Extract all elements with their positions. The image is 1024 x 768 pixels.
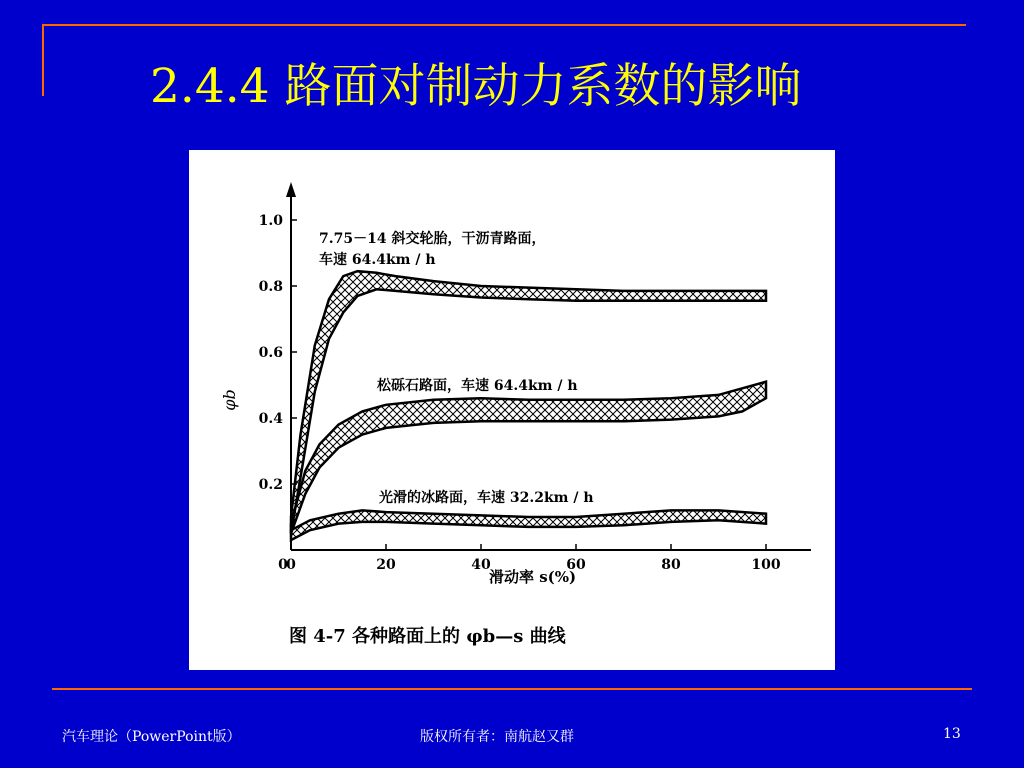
x-tick-label: 60 [566,557,586,573]
series-3-band [291,510,766,540]
y-tick-label: 0.8 [258,279,283,295]
x-tick-label: 80 [661,557,681,573]
left-rule [42,24,44,96]
y-tick-label: 1.0 [258,213,283,229]
x-tick-label: 40 [471,557,491,573]
origin-label: 0 [278,557,288,573]
x-tick-label: 100 [751,557,781,573]
slide-title: 2.4.4 路面对制动力系数的影响 [150,59,802,114]
figure-caption: 图 4-7 各种路面上的 φb—s 曲线 [289,626,566,647]
chart-svg [189,150,835,670]
chart-figure [189,150,835,670]
bottom-rule [52,688,972,690]
series-1-label-line1: 7.75－14 斜交轮胎，干沥青路面， [319,231,546,247]
y-tick-label: 0.4 [258,411,283,427]
x-axis-label: 滑动率 s(%) [489,568,577,586]
series-2-label: 松砾石路面，车速 64.4km / h [377,378,578,394]
page-number: 13 [943,726,961,742]
x-tick-label: 20 [376,557,396,573]
series-3-label: 光滑的冰路面，车速 32.2km / h [379,490,594,506]
y-tick-label: 0.6 [258,345,283,361]
footer-copyright: 版权所有者：南航赵又群 [420,729,574,745]
footer-course: 汽车理论（PowerPoint版） [62,729,241,745]
series-1-label-line2: 车速 64.4km / h [319,252,436,268]
x-tick-label: 0 [286,557,296,573]
y-tick-label: 0.2 [258,477,283,493]
y-axis-arrow [286,182,296,197]
y-axis-label: φb [220,389,239,411]
top-rule [42,24,966,26]
